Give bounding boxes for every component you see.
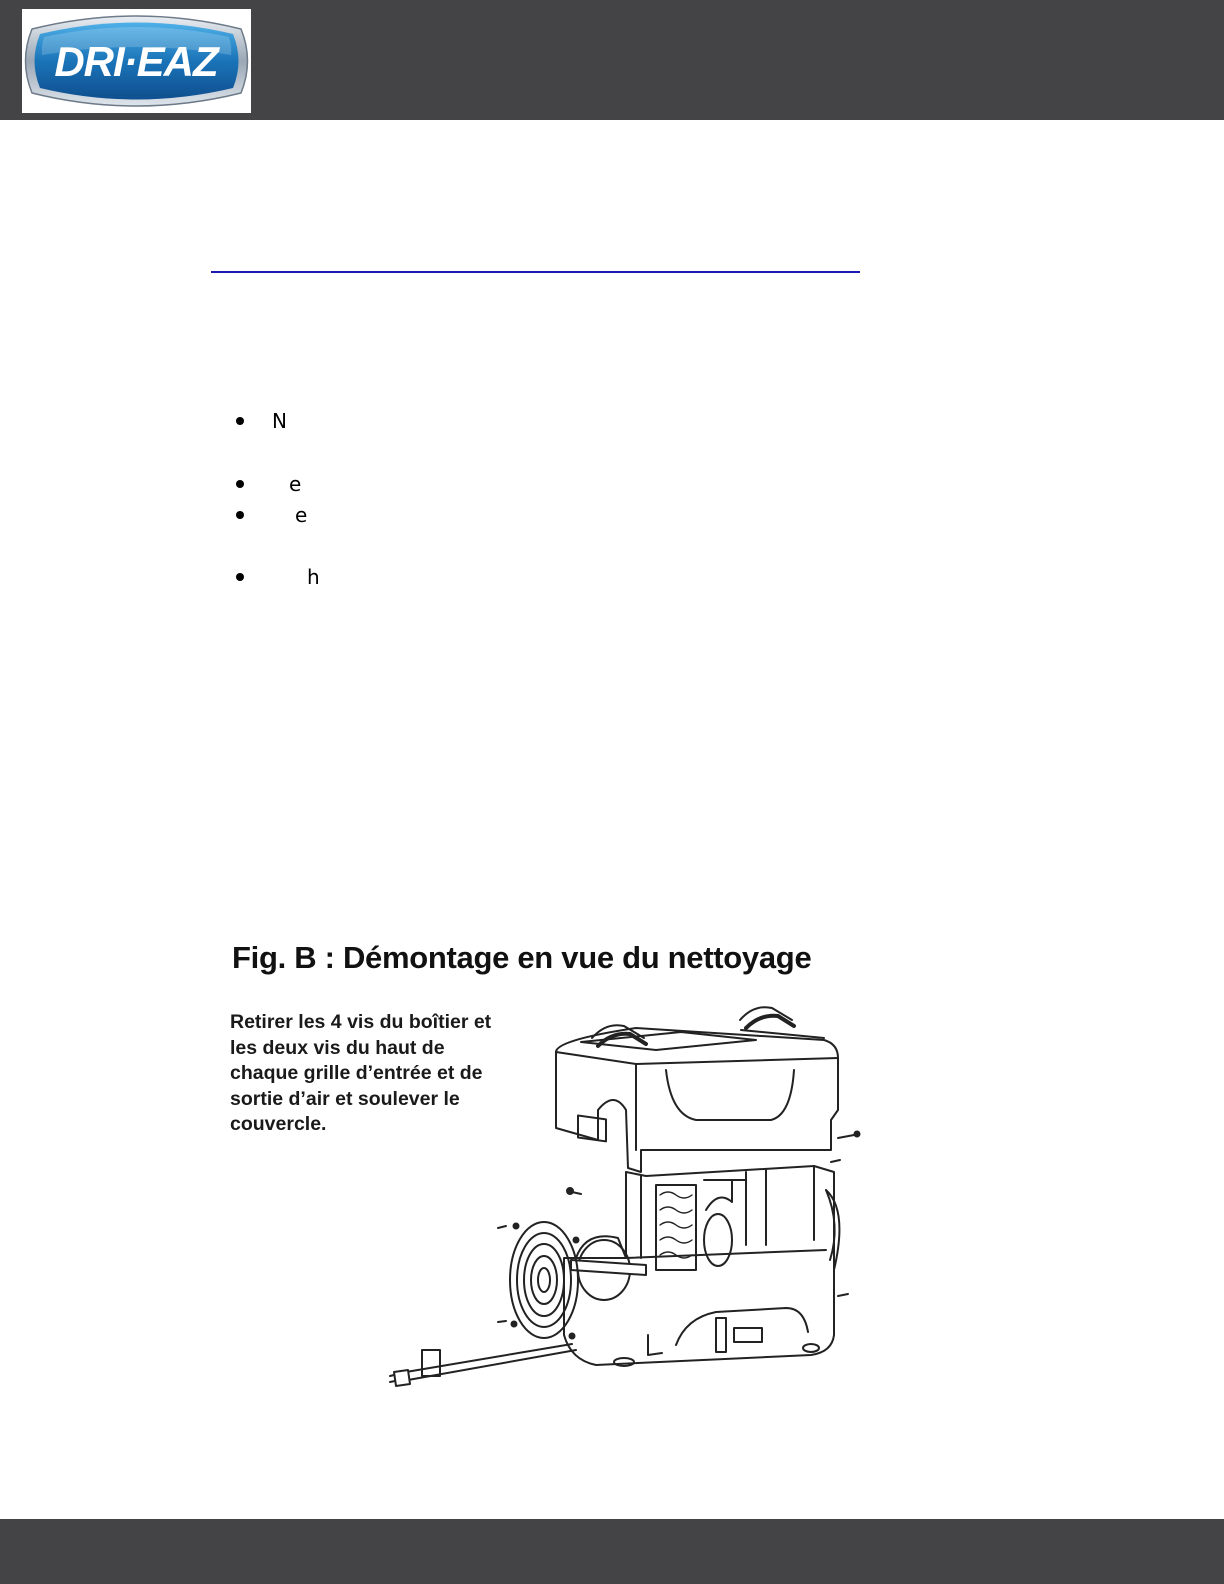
bullet-dot-icon: [236, 417, 244, 425]
dehumidifier-exploded-view-icon: [226, 940, 876, 1410]
list-item: [236, 470, 436, 498]
brand-logo: [22, 9, 251, 113]
list-item-text: h: [307, 565, 320, 589]
horizontal-rule: [211, 271, 860, 273]
list-item-text: N: [272, 409, 287, 433]
caption-line: Retirer les 4 vis du boîtier et: [230, 1011, 492, 1033]
caption-line: les deux vis du haut de: [230, 1036, 445, 1059]
bullet-dot-icon: [236, 480, 244, 488]
figure-title: Fig. B : Démontage en vue du nettoyage: [232, 940, 812, 975]
list-item: [236, 563, 436, 591]
list-item-text: e: [289, 472, 302, 496]
header-bar: [0, 0, 1224, 120]
logo-wordmark: DRI·EAZ: [54, 38, 218, 85]
list-item-text: e: [295, 503, 308, 527]
bullet-dot-icon: [236, 573, 244, 581]
caption-line: sortie d’air et soulever le: [230, 1087, 460, 1110]
dri-eaz-logo-icon: [22, 9, 251, 113]
caption-line: chaque grille d’entrée et de: [230, 1062, 483, 1084]
figure-b: [226, 940, 876, 1410]
footer-bar: [0, 1519, 1224, 1584]
bullet-dot-icon: [236, 511, 244, 519]
list-item: [236, 501, 436, 529]
list-item: [236, 407, 436, 435]
caption-line: couvercle.: [230, 1113, 327, 1135]
